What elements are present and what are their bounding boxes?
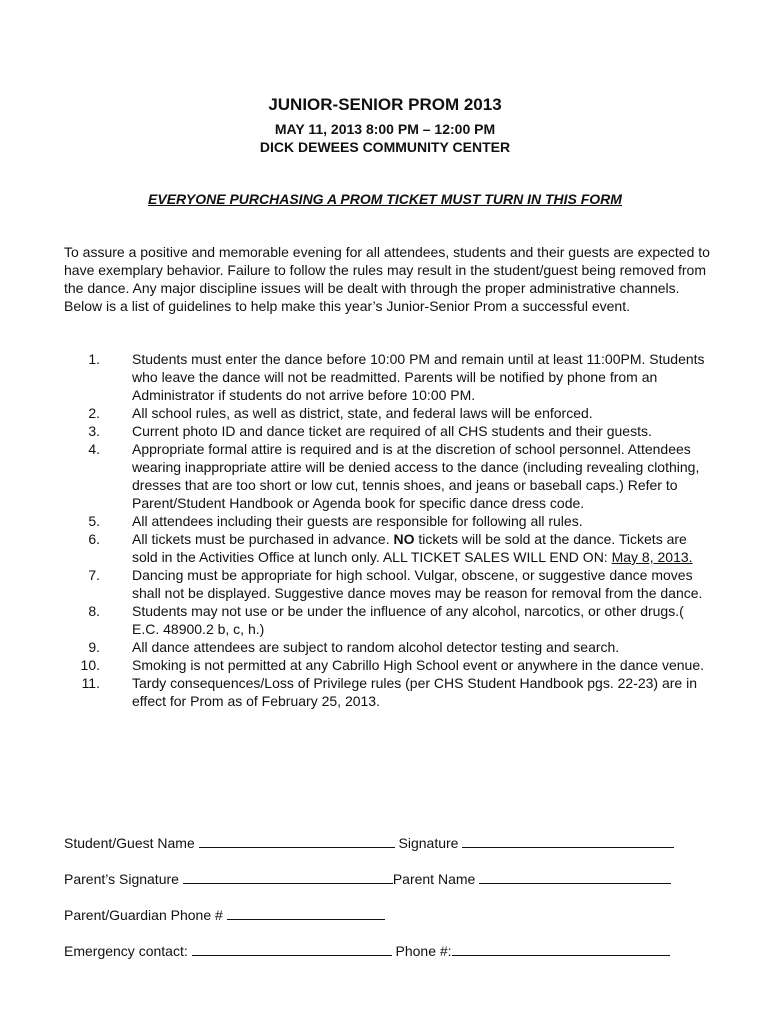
rule-number: 9. [88, 639, 100, 655]
student-guest-name-label: Student/Guest Name [64, 835, 195, 851]
rule-number: 2. [88, 405, 100, 421]
event-date-line: MAY 11, 2013 8:00 PM – 12:00 PM [274, 121, 496, 137]
rule-text: Current photo ID and dance ticket are required of all CHS students and their guests. [132, 423, 652, 439]
rule-text: All tickets must be purchased in advance. [132, 531, 394, 547]
phone-field[interactable] [452, 941, 670, 956]
signature-label: Signature [398, 835, 459, 851]
rule-text: Students may not use or be under the influence of any alcohol, narcotics, or other drugs.( E.C. 48900.2 b, c, h.) [132, 603, 684, 637]
rule-number: 6. [88, 531, 100, 547]
page-title: JUNIOR-SENIOR PROM 2013 [268, 95, 502, 114]
rule-number: 10. [80, 657, 100, 673]
rule-item [64, 404, 714, 422]
rule-number: 3. [88, 423, 100, 439]
emergency-contact-label: Emergency contact: [64, 943, 188, 959]
rule-number: 1. [88, 351, 100, 367]
parent-signature-label: Parent’s Signature [64, 871, 179, 887]
rule-item [64, 350, 714, 404]
rule-item [64, 674, 714, 710]
rule-number: 5. [88, 513, 100, 529]
rule-item [64, 602, 714, 638]
rule-text: All dance attendees are subject to random alcohol detector testing and search. [132, 639, 620, 655]
rule-text: tickets will be sold at the dance. Tickets are sold in the Activities Office at lunch only. ALL TICKET SALES WILL END ON: [132, 531, 687, 565]
form-row-student [64, 833, 714, 852]
rule-item [64, 530, 714, 566]
rule-text: All school rules, as well as district, state, and federal laws will be enforced. [132, 405, 593, 421]
rule-item [64, 638, 714, 656]
rule-item [64, 512, 714, 530]
form-notice: EVERYONE PURCHASING A PROM TICKET MUST TURN IN THIS FORM [148, 191, 622, 207]
rule-number: 4. [88, 441, 100, 457]
parent-signature-field[interactable] [183, 869, 393, 884]
parent-name-field[interactable] [479, 869, 671, 884]
rule-number: 8. [88, 603, 100, 619]
phone-label: Phone #: [395, 943, 452, 959]
emergency-contact-field[interactable] [192, 941, 392, 956]
parent-name-label: Parent Name [392, 871, 476, 887]
rule-text: Students must enter the dance before 10:00 PM and remain until at least 11:00PM. Students who leave the dance will not be readmitted. Parents will be notified by phone from an Administrator if students do not arrive before 10:00 PM. [132, 351, 705, 403]
rule-item [64, 422, 714, 440]
student-guest-name-field[interactable] [199, 833, 395, 848]
ticket-deadline-date: May 8, 2013. [611, 549, 693, 565]
rule-item [64, 566, 714, 602]
form-row-emergency [64, 941, 714, 960]
rule-number: 7. [88, 567, 100, 583]
rule-number: 11. [81, 675, 100, 691]
rule-text: Smoking is not permitted at any Cabrillo High School event or anywhere in the dance venue. [132, 657, 704, 673]
rule-text: Tardy consequences/Loss of Privilege rules (per CHS Student Handbook pgs. 22-23) are in effect for Prom as of February 25, 2013. [132, 675, 697, 709]
event-venue: DICK DEWEES COMMUNITY CENTER [259, 139, 511, 155]
form-row-guardian-phone [64, 905, 714, 924]
rule-item [64, 440, 714, 512]
intro-paragraph: To assure a positive and memorable evening for all attendees, students and their guests are expected to have exemplary behavior. Failure to follow the rules may result in the student/guest being removed from the dance. Any major discipline issues will be dealt with through the proper administrative channels. Below is a list of guidelines to help make this year’s Junior-Senior Prom a successful event. [64, 244, 710, 314]
rules-list [64, 350, 714, 710]
form-row-parent [64, 869, 714, 888]
guardian-phone-label: Parent/Guardian Phone # [64, 907, 223, 923]
rule-text-bold: NO [393, 531, 415, 547]
rule-text: Dancing must be appropriate for high school. Vulgar, obscene, or suggestive dance moves shall not be displayed. Suggestive dance moves may be reason for removal from the dance. [132, 567, 703, 601]
rule-text: All attendees including their guests are responsible for following all rules. [132, 513, 583, 529]
signature-field[interactable] [462, 833, 674, 848]
rule-text: Appropriate formal attire is required and is at the discretion of school personnel. Attendees wearing inappropriate attire will be denied access to the dance (including revealing clothing, dresses that are too short or low cut, tennis shoes, and jeans or baseball caps.) Refer to Parent/Student Handbook or Agenda book for specific dance dress code. [132, 441, 700, 511]
guardian-phone-field[interactable] [227, 905, 385, 920]
rule-item [64, 656, 714, 674]
